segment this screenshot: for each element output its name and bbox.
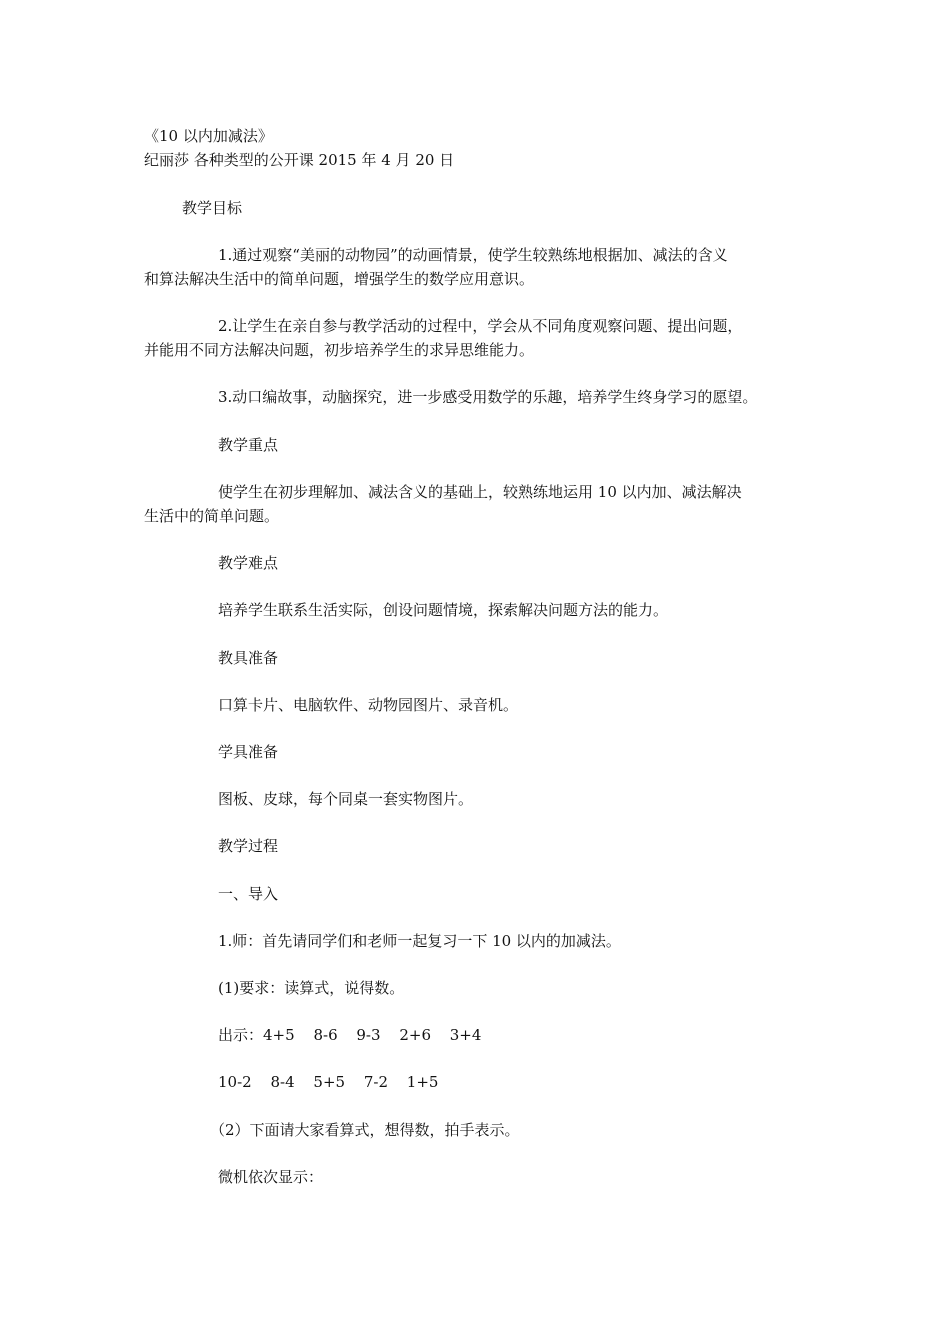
key-heading: 教学重点 xyxy=(218,436,279,454)
document-meta: 纪丽莎 各种类型的公开课 2015 年 4 月 20 日 xyxy=(144,151,455,169)
expression: 4+5 xyxy=(263,1026,295,1044)
expression: 7-2 xyxy=(363,1073,389,1091)
teacher-tools-heading: 教具准备 xyxy=(218,649,279,667)
expression: 9-3 xyxy=(356,1026,381,1044)
student-tools-heading: 学具准备 xyxy=(218,743,279,761)
goal-heading: 教学目标 xyxy=(182,199,243,217)
show-row-1 xyxy=(218,1023,481,1047)
document-title: 《10 以内加减法》 xyxy=(144,127,273,145)
expression: 3+4 xyxy=(449,1026,482,1044)
expression: 10-2 xyxy=(218,1073,252,1091)
expression: 2+6 xyxy=(399,1026,431,1044)
goal-3: 3.动口编故事，动脑探究，进一步感受用数学的乐趣，培养学生终身学习的愿望。 xyxy=(218,388,758,406)
step-1: 1.师：首先请同学们和老师一起复习一下 10 以内的加减法。 xyxy=(218,932,621,950)
difficulty-heading: 教学难点 xyxy=(218,554,279,572)
goal-2-line-2: 并能用不同方法解决问题，初步培养学生的求异思维能力。 xyxy=(144,341,535,359)
difficulty-text: 培养学生联系生活实际，创设问题情境，探索解决问题方法的能力。 xyxy=(218,601,669,619)
goal-1-line-1: 1.通过观察“美丽的动物园”的动画情景，使学生较熟练地根据加、减法的含义 xyxy=(218,246,728,264)
expression: 5+5 xyxy=(313,1073,346,1091)
process-heading: 教学过程 xyxy=(218,837,279,855)
expression: 8-4 xyxy=(270,1073,295,1091)
show-label: 出示： xyxy=(218,1026,264,1044)
student-tools-text: 图板、皮球，每个同桌一套实物图片。 xyxy=(218,790,474,808)
expression: 1+5 xyxy=(406,1073,439,1091)
show-row-2 xyxy=(218,1070,438,1094)
goal-1-line-2: 和算法解决生活中的简单问题，增强学生的数学应用意识。 xyxy=(144,270,535,288)
computer-display-text: 微机依次显示： xyxy=(218,1168,324,1186)
expression: 8-6 xyxy=(313,1026,338,1044)
key-line-2: 生活中的简单问题。 xyxy=(144,507,280,525)
goal-2-line-1: 2.让学生在亲自参与教学活动的过程中，学会从不同角度观察问题、提出问题， xyxy=(218,317,743,335)
step-1-1: (1)要求：读算式，说得数。 xyxy=(218,979,405,997)
step-1-2: （2）下面请大家看算式，想得数，拍手表示。 xyxy=(210,1121,520,1139)
key-line-1: 使学生在初步理解加、减法含义的基础上，较熟练地运用 10 以内加、减法解决 xyxy=(218,483,742,501)
part-1-heading: 一、导入 xyxy=(218,885,279,903)
teacher-tools-text: 口算卡片、电脑软件、动物园图片、录音机。 xyxy=(218,696,519,714)
